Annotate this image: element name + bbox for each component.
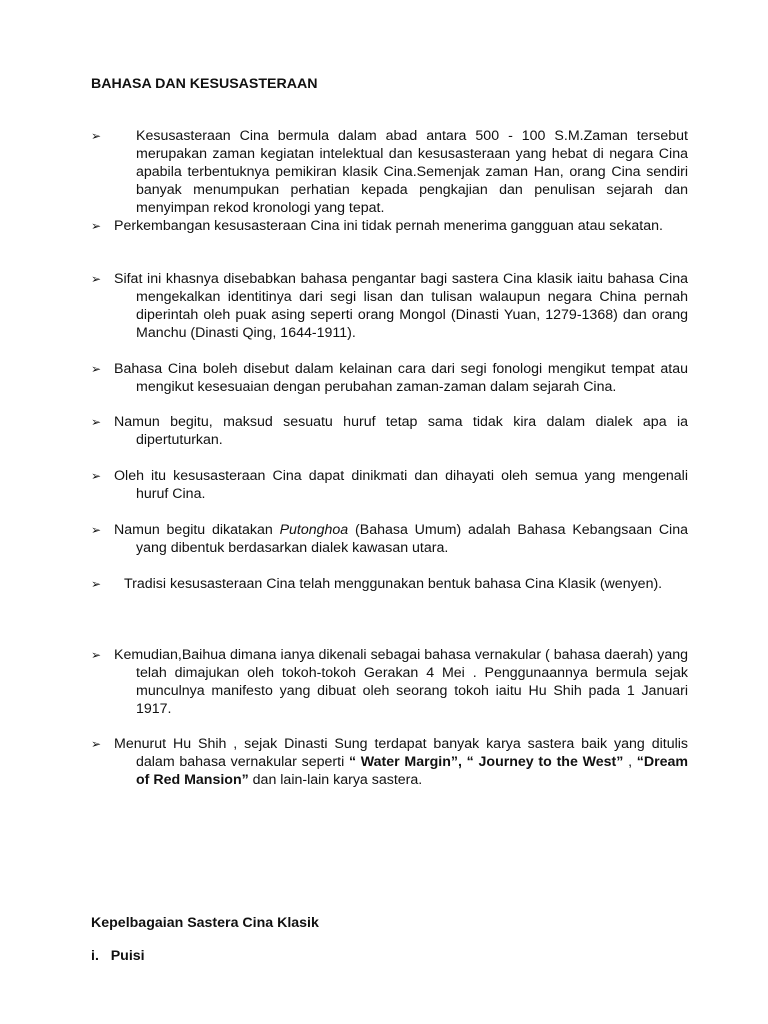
- list-item: [91, 735, 688, 789]
- arrow-bullet-icon: ➢: [91, 577, 102, 591]
- arrow-bullet-icon: ➢: [91, 362, 102, 376]
- list-item: [91, 575, 688, 593]
- arrow-bullet-icon: ➢: [91, 469, 102, 483]
- list-item-text: Oleh itu kesusasteraan Cina dapat dinikmati dan dihayati oleh semua yang mengenali huruf Cina.: [114, 468, 688, 502]
- list-item-text: Sifat ini khasnya disebabkan bahasa pengantar bagi sastera Cina klasik iaitu bahasa Cina mengekalkan identitinya dari segi lisan dan tulisan walaupun negara China pernah diperintah oleh puak asing seperti orang Mongol (Dinasti Yuan, 1279-1368) dan orang Manchu (Dinasti Qing, 1644-1911).: [114, 271, 688, 341]
- list-item-text: Tradisi kesusasteraan Cina telah menggunakan bentuk bahasa Cina Klasik (wenyen).: [124, 576, 663, 592]
- list-item-text: Bahasa Cina boleh disebut dalam kelainan cara dari segi fonologi mengikut tempat atau mengikut kesesuaian dengan perubahan zaman-zaman dalam sejarah Cina.: [114, 361, 688, 395]
- list-item: [91, 646, 688, 718]
- list-item-text: Perkembangan kesusasteraan Cina ini tidak pernah menerima gangguan atau sekatan.: [114, 218, 663, 234]
- list-item: [91, 217, 688, 235]
- arrow-bullet-icon: ➢: [91, 523, 102, 537]
- list-item: [91, 360, 688, 396]
- list-item: [91, 127, 688, 217]
- bold-title: “Dream of Red Mansion”: [136, 754, 689, 788]
- list-item-text: Namun begitu dikatakan Putonghoa (Bahasa Umum) adalah Bahasa Kebangsaan Cina yang dibentuk berdasarkan dialek kawasan utara.: [114, 522, 688, 556]
- document-title: BAHASA DAN KESUSASTERAAN: [91, 76, 318, 92]
- list-item: [91, 521, 688, 557]
- list-item-text: Menurut Hu Shih , sejak Dinasti Sung terdapat banyak karya sastera baik yang ditulis dalam bahasa vernakular seperti “ Water Margin”, “ Journey to the West” , “Dream of Red Mansion” dan lain-lain karya sastera.: [114, 736, 689, 788]
- list-item: [91, 467, 688, 503]
- subsection-title: Puisi: [110, 948, 145, 964]
- arrow-bullet-icon: ➢: [91, 129, 102, 143]
- bold-titles: “ Water Margin”, “ Journey to the West”: [348, 754, 624, 770]
- arrow-bullet-icon: ➢: [91, 415, 102, 429]
- section-heading: Kepelbagaian Sastera Cina Klasik: [91, 915, 319, 931]
- list-item: [91, 413, 688, 449]
- arrow-bullet-icon: ➢: [91, 648, 102, 662]
- subsection-heading: [91, 947, 145, 965]
- arrow-bullet-icon: ➢: [91, 219, 102, 233]
- arrow-bullet-icon: ➢: [91, 272, 102, 286]
- list-item-text: Namun begitu, maksud sesuatu huruf tetap sama tidak kira dalam dialek apa ia dipertuturkan.: [114, 414, 688, 448]
- arrow-bullet-icon: ➢: [91, 737, 102, 751]
- subsection-number: i.: [91, 948, 99, 964]
- italic-term: Putonghoa: [279, 522, 349, 538]
- list-item-text: Kesusasteraan Cina bermula dalam abad antara 500 - 100 S.M.Zaman tersebut merupakan zaman kegiatan intelektual dan kesusasteraan yang hebat di negara Cina apabila terbentuknya pemikiran klasik Cina.Semenjak zaman Han, orang Cina sendiri banyak menumpukan perhatian kepada pengkajian dan penulisan sejarah dan menyimpan rekod kronologi yang tepat.: [136, 128, 688, 216]
- list-item: [91, 270, 688, 342]
- list-item-text: Kemudian,Baihua dimana ianya dikenali sebagai bahasa vernakular ( bahasa daerah) yang telah dimajukan oleh tokoh-tokoh Gerakan 4 Mei . Penggunaannya bermula sejak munculnya manifesto yang dibuat oleh seorang tokoh iaitu Hu Shih pada 1 Januari 1917.: [114, 647, 688, 717]
